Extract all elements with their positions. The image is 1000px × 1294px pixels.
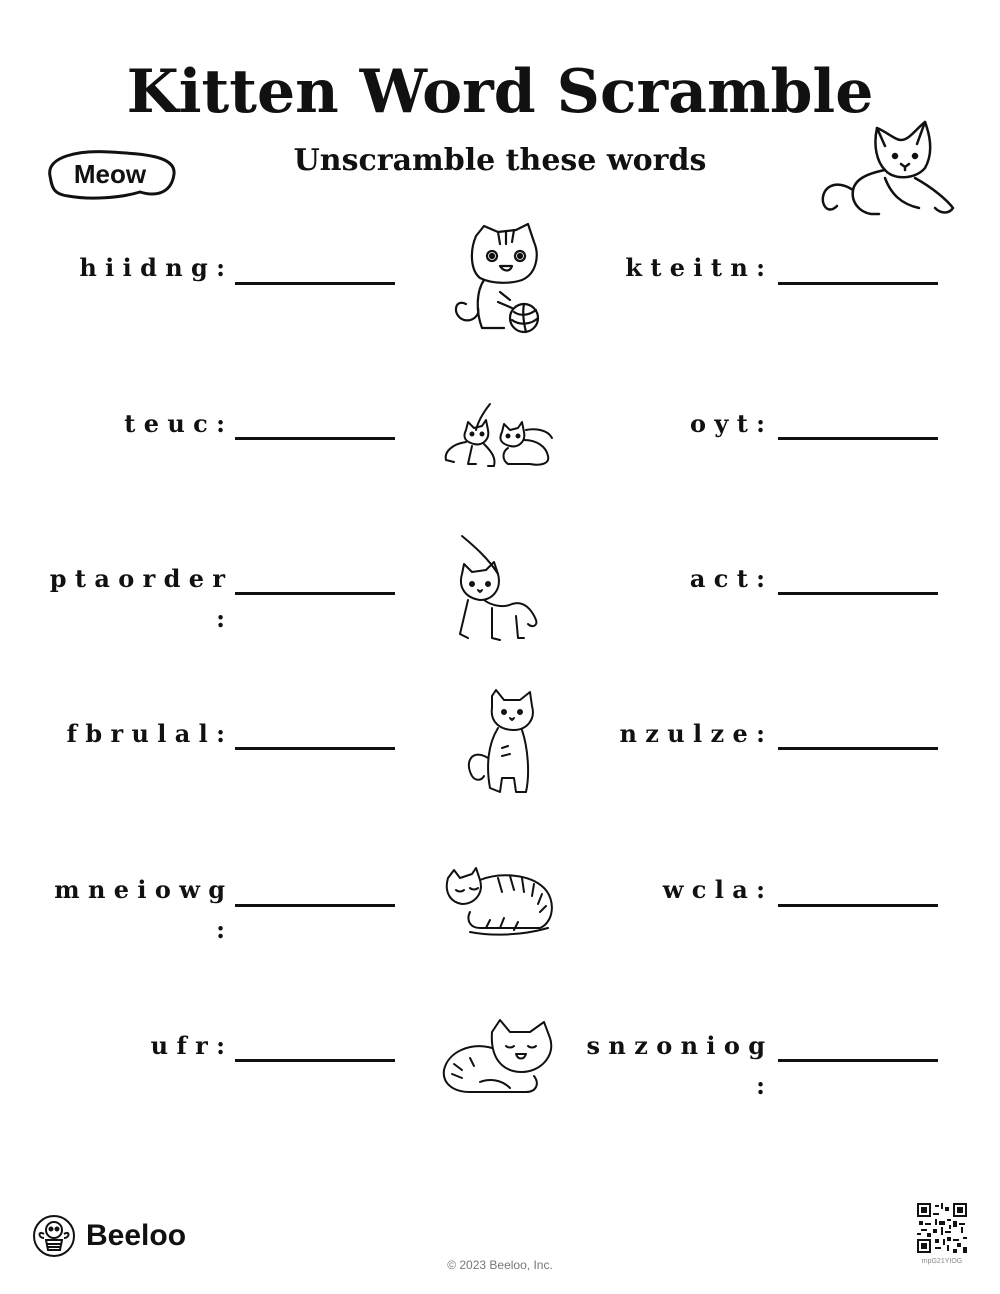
answer-line[interactable] xyxy=(235,747,395,750)
scrambled-word: s n z o n i o g : xyxy=(586,1031,765,1100)
answer-line[interactable] xyxy=(235,904,395,907)
kitten-with-yarn-icon xyxy=(440,222,550,338)
qr-code-id: mpG21YIOG xyxy=(921,1258,963,1265)
scrambled-word: o y t : xyxy=(690,409,765,438)
answer-line[interactable] xyxy=(778,592,938,595)
answer-line[interactable] xyxy=(778,904,938,907)
kitten-with-toy-icon xyxy=(452,534,544,648)
scrambled-word: a c t : xyxy=(689,564,765,593)
answer-line[interactable] xyxy=(235,1059,395,1062)
scrambled-word: m n e i o w g : xyxy=(54,875,225,944)
answer-line[interactable] xyxy=(778,747,938,750)
scrambled-word: f b r u l a l : xyxy=(66,719,225,748)
scrambled-word: w c l a : xyxy=(662,875,765,904)
standing-kitten-icon xyxy=(458,688,538,802)
scrambled-word: h i i d n g : xyxy=(79,253,225,282)
scrambled-word: p t a o r d e r : xyxy=(49,564,225,633)
curled-kitten-icon xyxy=(440,1018,556,1096)
answer-line[interactable] xyxy=(778,1059,938,1062)
copyright-text: © 2023 Beeloo, Inc. xyxy=(447,1258,553,1272)
sleeping-tabby-icon xyxy=(440,866,558,938)
answer-line[interactable] xyxy=(235,437,395,440)
two-kittens-icon xyxy=(440,400,555,472)
answer-line[interactable] xyxy=(235,592,395,595)
lying-cat-icon xyxy=(815,118,960,224)
answer-line[interactable] xyxy=(235,282,395,285)
meow-label: Meow xyxy=(73,159,147,189)
page-title: Kitten Word Scramble xyxy=(126,57,874,127)
answer-line[interactable] xyxy=(778,282,938,285)
brand-name: Beeloo xyxy=(86,1219,187,1252)
scrambled-word: t e u c : xyxy=(124,409,225,438)
meow-badge xyxy=(40,146,178,202)
qr-code-icon xyxy=(917,1203,967,1253)
answer-line[interactable] xyxy=(778,437,938,440)
page-subtitle: Unscramble these words xyxy=(293,143,707,178)
scrambled-word: u f r : xyxy=(150,1031,225,1060)
bee-logo-icon xyxy=(32,1214,76,1258)
scrambled-word: n z u l z e : xyxy=(619,719,765,748)
scrambled-word: k t e i t n : xyxy=(625,253,765,282)
